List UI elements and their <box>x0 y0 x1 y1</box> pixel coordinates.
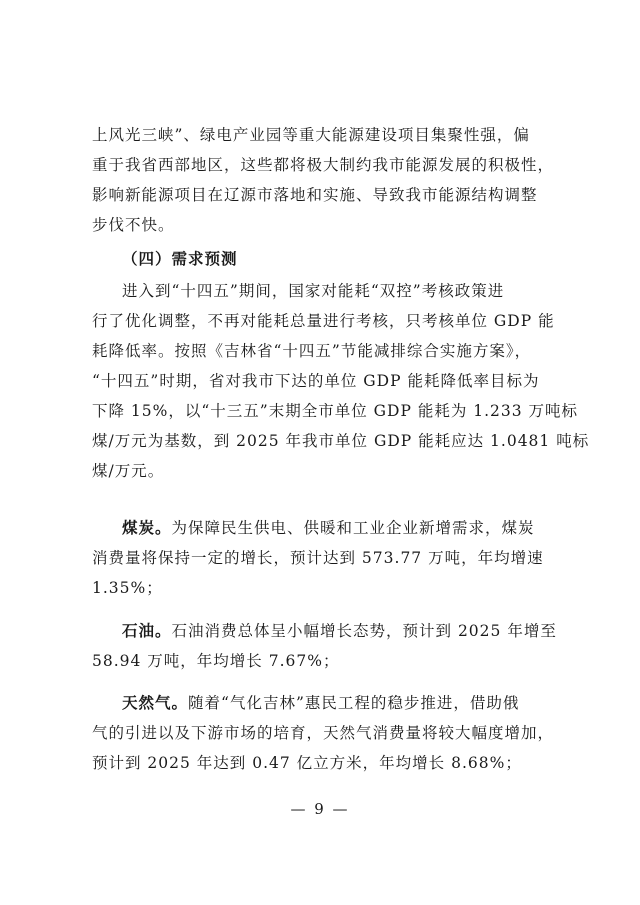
oil-label: 石油。 <box>122 621 172 640</box>
text-line: 58.94 万吨，年均增长 7.67%； <box>92 652 340 670</box>
text-line <box>92 513 552 543</box>
paragraph-continued <box>92 120 555 240</box>
paragraph-coal <box>92 513 552 603</box>
text-line: 1.35%； <box>92 579 163 597</box>
text-line: 煤/万元为基数，到 2025 年我市单位 GDP 能耗应达 1.0481 吨标 <box>92 432 590 450</box>
text-line: 步伐不快。 <box>92 216 175 234</box>
text-line <box>92 616 557 646</box>
text-line <box>92 688 552 718</box>
text-line: “十四五”时期，省对我市下达的单位 GDP 能耗降低率目标为 <box>92 372 540 390</box>
text-line: 影响新能源项目在辽源市落地和实施、导致我市能源结构调整 <box>92 186 538 204</box>
coal-label: 煤炭。 <box>122 518 172 537</box>
text-line: 下降 15%，以“十三五”末期全市单位 GDP 能耗为 1.233 万吨标 <box>92 402 579 420</box>
text-line: 气的引进以及下游市场的培育，天然气消费量将较大幅度增加， <box>92 724 555 742</box>
text-line: 耗降低率。按照《吉林省“十四五”节能减排综合实施方案》， <box>92 342 532 360</box>
coal-text: 为保障民生供电、供暖和工业企业新增需求，煤炭 <box>171 519 535 537</box>
gas-label: 天然气。 <box>122 693 189 712</box>
section-heading-block <box>92 244 552 274</box>
paragraph-gas <box>92 688 555 778</box>
paragraph-oil <box>92 616 557 676</box>
paragraph-policy <box>92 276 590 486</box>
text-line: 煤/万元。 <box>92 462 165 480</box>
oil-text: 石油消费总体呈小幅增长态势，预计到 2025 年增至 <box>171 622 557 640</box>
text-line: 消费量将保持一定的增长，预计达到 573.77 万吨，年均增速 <box>92 549 544 567</box>
text-line: 预计到 2025 年达到 0.47 亿立方米，年均增长 8.68%； <box>92 754 522 772</box>
text-line: 行了优化调整，不再对能耗总量进行考核，只考核单位 GDP 能 <box>92 312 555 330</box>
page-number: — 9 — <box>290 800 350 818</box>
text-line: 重于我省西部地区，这些都将极大制约我市能源发展的积极性， <box>92 156 555 174</box>
text-line: 进入到“十四五”期间，国家对能耗“双控”考核政策进 <box>122 282 505 300</box>
text-line: 上风光三峡”、绿电产业园等重大能源建设项目集聚性强，偏 <box>92 126 530 144</box>
section-heading: （四）需求预测 <box>122 250 238 268</box>
gas-text: 随着“气化吉林”惠民工程的稳步推进，借助俄 <box>188 694 520 712</box>
